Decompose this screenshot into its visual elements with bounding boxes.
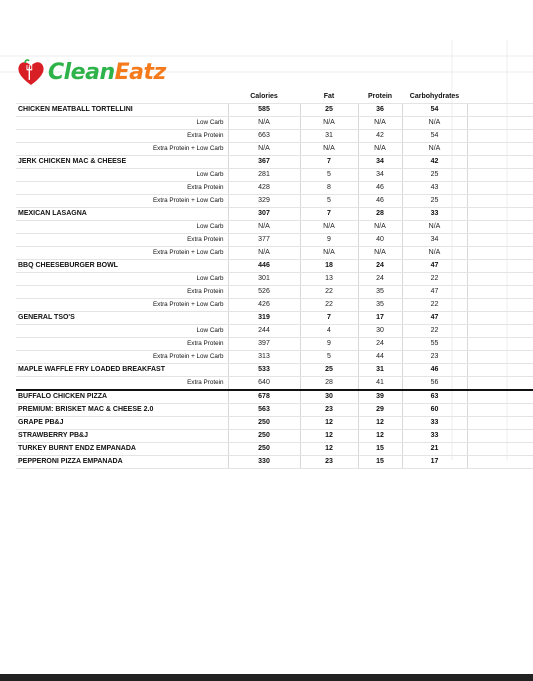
row-name: Low Carb bbox=[16, 325, 228, 338]
protein-cell: N/A bbox=[358, 143, 402, 156]
carbohydrates-cell: 56 bbox=[402, 377, 467, 391]
row-name: Extra Protein + Low Carb bbox=[16, 195, 228, 208]
carbohydrates-cell: 23 bbox=[402, 351, 467, 364]
empty-cell bbox=[467, 169, 481, 182]
calories-cell: N/A bbox=[228, 117, 300, 130]
protein-cell: 41 bbox=[358, 377, 402, 391]
empty-cell bbox=[467, 351, 481, 364]
variant-row bbox=[16, 117, 533, 130]
empty-cell bbox=[481, 351, 533, 364]
protein-cell: 24 bbox=[358, 260, 402, 273]
empty-cell bbox=[481, 299, 533, 312]
calories-cell: 313 bbox=[228, 351, 300, 364]
calories-cell: 250 bbox=[228, 417, 300, 430]
row-name: Extra Protein + Low Carb bbox=[16, 247, 228, 260]
empty-cell bbox=[467, 312, 481, 325]
protein-cell: 24 bbox=[358, 338, 402, 351]
protein-cell: N/A bbox=[358, 117, 402, 130]
protein-cell: N/A bbox=[358, 247, 402, 260]
header-empty-2 bbox=[481, 91, 533, 104]
variant-row bbox=[16, 182, 533, 195]
empty-cell bbox=[481, 117, 533, 130]
variant-row bbox=[16, 234, 533, 247]
header-row bbox=[16, 91, 533, 104]
calories-cell: 663 bbox=[228, 130, 300, 143]
protein-cell: 34 bbox=[358, 156, 402, 169]
carbohydrates-cell: 22 bbox=[402, 273, 467, 286]
calories-cell: 301 bbox=[228, 273, 300, 286]
empty-cell bbox=[481, 390, 533, 404]
protein-cell: 15 bbox=[358, 456, 402, 469]
carbohydrates-cell: 33 bbox=[402, 208, 467, 221]
calories-cell: 250 bbox=[228, 430, 300, 443]
calories-cell: 640 bbox=[228, 377, 300, 391]
empty-cell bbox=[481, 234, 533, 247]
empty-cell bbox=[481, 182, 533, 195]
calories-cell: 426 bbox=[228, 299, 300, 312]
calories-cell: N/A bbox=[228, 221, 300, 234]
fat-cell: 7 bbox=[300, 156, 358, 169]
calories-cell: N/A bbox=[228, 247, 300, 260]
protein-cell: 35 bbox=[358, 299, 402, 312]
carbohydrates-cell: 25 bbox=[402, 169, 467, 182]
row-name: Low Carb bbox=[16, 221, 228, 234]
empty-cell bbox=[467, 260, 481, 273]
carbohydrates-cell: 54 bbox=[402, 104, 467, 117]
menu-item-row bbox=[16, 417, 533, 430]
protein-cell: 40 bbox=[358, 234, 402, 247]
protein-cell: 28 bbox=[358, 208, 402, 221]
protein-cell: 29 bbox=[358, 404, 402, 417]
fat-cell: N/A bbox=[300, 143, 358, 156]
variant-row bbox=[16, 325, 533, 338]
fat-cell: 23 bbox=[300, 456, 358, 469]
row-name: MAPLE WAFFLE FRY LOADED BREAKFAST bbox=[16, 364, 228, 377]
header-protein: Protein bbox=[358, 91, 402, 104]
fat-cell: 22 bbox=[300, 286, 358, 299]
fat-cell: 7 bbox=[300, 312, 358, 325]
protein-cell: N/A bbox=[358, 221, 402, 234]
row-name: PREMIUM: BRISKET MAC & CHEESE 2.0 bbox=[16, 404, 228, 417]
empty-cell bbox=[481, 130, 533, 143]
fat-cell: 9 bbox=[300, 234, 358, 247]
protein-cell: 44 bbox=[358, 351, 402, 364]
empty-cell bbox=[481, 260, 533, 273]
fat-cell: 18 bbox=[300, 260, 358, 273]
carbohydrates-cell: 21 bbox=[402, 443, 467, 456]
variant-row bbox=[16, 273, 533, 286]
empty-cell bbox=[467, 390, 481, 404]
fat-cell: N/A bbox=[300, 221, 358, 234]
menu-item-row bbox=[16, 104, 533, 117]
empty-cell bbox=[481, 312, 533, 325]
empty-cell bbox=[467, 130, 481, 143]
variant-row bbox=[16, 351, 533, 364]
calories-cell: 377 bbox=[228, 234, 300, 247]
row-name: Extra Protein bbox=[16, 234, 228, 247]
carbohydrates-cell: 63 bbox=[402, 390, 467, 404]
fat-cell: N/A bbox=[300, 247, 358, 260]
row-name: GRAPE PB&J bbox=[16, 417, 228, 430]
carbohydrates-cell: 47 bbox=[402, 312, 467, 325]
empty-cell bbox=[481, 104, 533, 117]
fat-cell: 28 bbox=[300, 377, 358, 391]
heart-fork-icon bbox=[16, 58, 46, 88]
protein-cell: 30 bbox=[358, 325, 402, 338]
fat-cell: 12 bbox=[300, 430, 358, 443]
carbohydrates-cell: 22 bbox=[402, 299, 467, 312]
protein-cell: 36 bbox=[358, 104, 402, 117]
protein-cell: 12 bbox=[358, 430, 402, 443]
carbohydrates-cell: 54 bbox=[402, 130, 467, 143]
empty-cell bbox=[467, 104, 481, 117]
protein-cell: 35 bbox=[358, 286, 402, 299]
carbohydrates-cell: 47 bbox=[402, 286, 467, 299]
carbohydrates-cell: N/A bbox=[402, 221, 467, 234]
calories-cell: N/A bbox=[228, 143, 300, 156]
carbohydrates-cell: 46 bbox=[402, 364, 467, 377]
calories-cell: 446 bbox=[228, 260, 300, 273]
fat-cell: 12 bbox=[300, 443, 358, 456]
row-name: BUFFALO CHICKEN PIZZA bbox=[16, 390, 228, 404]
variant-row bbox=[16, 377, 533, 391]
fat-cell: 12 bbox=[300, 417, 358, 430]
carbohydrates-cell: N/A bbox=[402, 143, 467, 156]
empty-cell bbox=[481, 404, 533, 417]
carbohydrates-cell: 34 bbox=[402, 234, 467, 247]
carbohydrates-cell: N/A bbox=[402, 117, 467, 130]
calories-cell: 526 bbox=[228, 286, 300, 299]
calories-cell: 563 bbox=[228, 404, 300, 417]
variant-row bbox=[16, 247, 533, 260]
protein-cell: 15 bbox=[358, 443, 402, 456]
nutrition-table bbox=[16, 91, 533, 469]
variant-row bbox=[16, 221, 533, 234]
empty-cell bbox=[481, 221, 533, 234]
variant-row bbox=[16, 299, 533, 312]
fat-cell: 9 bbox=[300, 338, 358, 351]
protein-cell: 46 bbox=[358, 195, 402, 208]
calories-cell: 250 bbox=[228, 443, 300, 456]
empty-cell bbox=[481, 417, 533, 430]
logo-wordmark: CleanEatz bbox=[48, 60, 166, 85]
empty-cell bbox=[467, 338, 481, 351]
row-name: Extra Protein + Low Carb bbox=[16, 351, 228, 364]
empty-cell bbox=[481, 377, 533, 391]
cleaneatz-logo bbox=[16, 56, 166, 90]
carbohydrates-cell: 55 bbox=[402, 338, 467, 351]
fat-cell: 5 bbox=[300, 351, 358, 364]
fat-cell: 5 bbox=[300, 195, 358, 208]
calories-cell: 329 bbox=[228, 195, 300, 208]
menu-item-row bbox=[16, 390, 533, 404]
carbohydrates-cell: 33 bbox=[402, 417, 467, 430]
footer-bar bbox=[0, 674, 533, 681]
carbohydrates-cell: 43 bbox=[402, 182, 467, 195]
carbohydrates-cell: 25 bbox=[402, 195, 467, 208]
variant-row bbox=[16, 338, 533, 351]
empty-cell bbox=[467, 430, 481, 443]
row-name: Extra Protein bbox=[16, 286, 228, 299]
menu-item-row bbox=[16, 430, 533, 443]
protein-cell: 31 bbox=[358, 364, 402, 377]
header-fat: Fat bbox=[300, 91, 358, 104]
row-name: Extra Protein bbox=[16, 377, 228, 391]
fat-cell: 22 bbox=[300, 299, 358, 312]
fat-cell: 13 bbox=[300, 273, 358, 286]
protein-cell: 17 bbox=[358, 312, 402, 325]
empty-cell bbox=[467, 117, 481, 130]
row-name: JERK CHICKEN MAC & CHEESE bbox=[16, 156, 228, 169]
empty-cell bbox=[467, 299, 481, 312]
empty-cell bbox=[467, 325, 481, 338]
menu-item-row bbox=[16, 456, 533, 469]
calories-cell: 367 bbox=[228, 156, 300, 169]
calories-cell: 533 bbox=[228, 364, 300, 377]
empty-cell bbox=[481, 208, 533, 221]
variant-row bbox=[16, 143, 533, 156]
protein-cell: 34 bbox=[358, 169, 402, 182]
menu-item-row bbox=[16, 208, 533, 221]
menu-item-row bbox=[16, 156, 533, 169]
row-name: Extra Protein + Low Carb bbox=[16, 143, 228, 156]
carbohydrates-cell: 33 bbox=[402, 430, 467, 443]
row-name: CHICKEN MEATBALL TORTELLINI bbox=[16, 104, 228, 117]
empty-cell bbox=[481, 325, 533, 338]
nutrition-rows bbox=[16, 104, 533, 469]
empty-cell bbox=[481, 247, 533, 260]
menu-item-row bbox=[16, 443, 533, 456]
protein-cell: 24 bbox=[358, 273, 402, 286]
empty-cell bbox=[481, 456, 533, 469]
empty-cell bbox=[467, 143, 481, 156]
row-name: BBQ CHEESEBURGER BOWL bbox=[16, 260, 228, 273]
row-name: PEPPERONI PIZZA EMPANADA bbox=[16, 456, 228, 469]
calories-cell: 585 bbox=[228, 104, 300, 117]
row-name: Low Carb bbox=[16, 169, 228, 182]
row-name: Low Carb bbox=[16, 273, 228, 286]
empty-cell bbox=[467, 443, 481, 456]
empty-cell bbox=[467, 156, 481, 169]
row-name: Extra Protein bbox=[16, 130, 228, 143]
menu-item-row bbox=[16, 260, 533, 273]
row-name: STRAWBERRY PB&J bbox=[16, 430, 228, 443]
empty-cell bbox=[467, 456, 481, 469]
menu-item-row bbox=[16, 364, 533, 377]
variant-row bbox=[16, 195, 533, 208]
calories-cell: 397 bbox=[228, 338, 300, 351]
calories-cell: 319 bbox=[228, 312, 300, 325]
empty-cell bbox=[481, 273, 533, 286]
row-name: Extra Protein bbox=[16, 182, 228, 195]
carbohydrates-cell: 17 bbox=[402, 456, 467, 469]
fat-cell: N/A bbox=[300, 117, 358, 130]
protein-cell: 12 bbox=[358, 417, 402, 430]
empty-cell bbox=[467, 286, 481, 299]
header-carbohydrates: Carbohydrates bbox=[402, 91, 467, 104]
carbohydrates-cell: 22 bbox=[402, 325, 467, 338]
calories-cell: 330 bbox=[228, 456, 300, 469]
menu-item-row bbox=[16, 404, 533, 417]
fat-cell: 25 bbox=[300, 104, 358, 117]
empty-cell bbox=[467, 273, 481, 286]
empty-cell bbox=[467, 195, 481, 208]
empty-cell bbox=[467, 364, 481, 377]
empty-cell bbox=[467, 221, 481, 234]
header-empty-1 bbox=[467, 91, 481, 104]
menu-item-row bbox=[16, 312, 533, 325]
empty-cell bbox=[467, 208, 481, 221]
row-name: TURKEY BURNT ENDZ EMPANADA bbox=[16, 443, 228, 456]
carbohydrates-cell: 42 bbox=[402, 156, 467, 169]
fat-cell: 30 bbox=[300, 390, 358, 404]
fat-cell: 8 bbox=[300, 182, 358, 195]
fat-cell: 4 bbox=[300, 325, 358, 338]
row-name: GENERAL TSO'S bbox=[16, 312, 228, 325]
calories-cell: 244 bbox=[228, 325, 300, 338]
calories-cell: 428 bbox=[228, 182, 300, 195]
empty-cell bbox=[467, 404, 481, 417]
empty-cell bbox=[481, 364, 533, 377]
calories-cell: 307 bbox=[228, 208, 300, 221]
carbohydrates-cell: 60 bbox=[402, 404, 467, 417]
fat-cell: 31 bbox=[300, 130, 358, 143]
fat-cell: 25 bbox=[300, 364, 358, 377]
empty-cell bbox=[481, 286, 533, 299]
protein-cell: 46 bbox=[358, 182, 402, 195]
header-name bbox=[16, 91, 228, 104]
row-name: Low Carb bbox=[16, 117, 228, 130]
fat-cell: 5 bbox=[300, 169, 358, 182]
carbohydrates-cell: 47 bbox=[402, 260, 467, 273]
carbohydrates-cell: N/A bbox=[402, 247, 467, 260]
row-name: Extra Protein + Low Carb bbox=[16, 299, 228, 312]
empty-cell bbox=[481, 169, 533, 182]
empty-cell bbox=[481, 195, 533, 208]
empty-cell bbox=[467, 234, 481, 247]
variant-row bbox=[16, 286, 533, 299]
empty-cell bbox=[467, 377, 481, 391]
header-calories: Calories bbox=[228, 91, 300, 104]
empty-cell bbox=[481, 338, 533, 351]
fat-cell: 7 bbox=[300, 208, 358, 221]
empty-cell bbox=[481, 430, 533, 443]
protein-cell: 39 bbox=[358, 390, 402, 404]
row-name: Extra Protein bbox=[16, 338, 228, 351]
empty-cell bbox=[467, 417, 481, 430]
empty-cell bbox=[467, 247, 481, 260]
variant-row bbox=[16, 130, 533, 143]
variant-row bbox=[16, 169, 533, 182]
empty-cell bbox=[481, 443, 533, 456]
empty-cell bbox=[467, 182, 481, 195]
calories-cell: 281 bbox=[228, 169, 300, 182]
row-name: MEXICAN LASAGNA bbox=[16, 208, 228, 221]
empty-cell bbox=[481, 156, 533, 169]
calories-cell: 678 bbox=[228, 390, 300, 404]
empty-cell bbox=[481, 143, 533, 156]
protein-cell: 42 bbox=[358, 130, 402, 143]
fat-cell: 23 bbox=[300, 404, 358, 417]
